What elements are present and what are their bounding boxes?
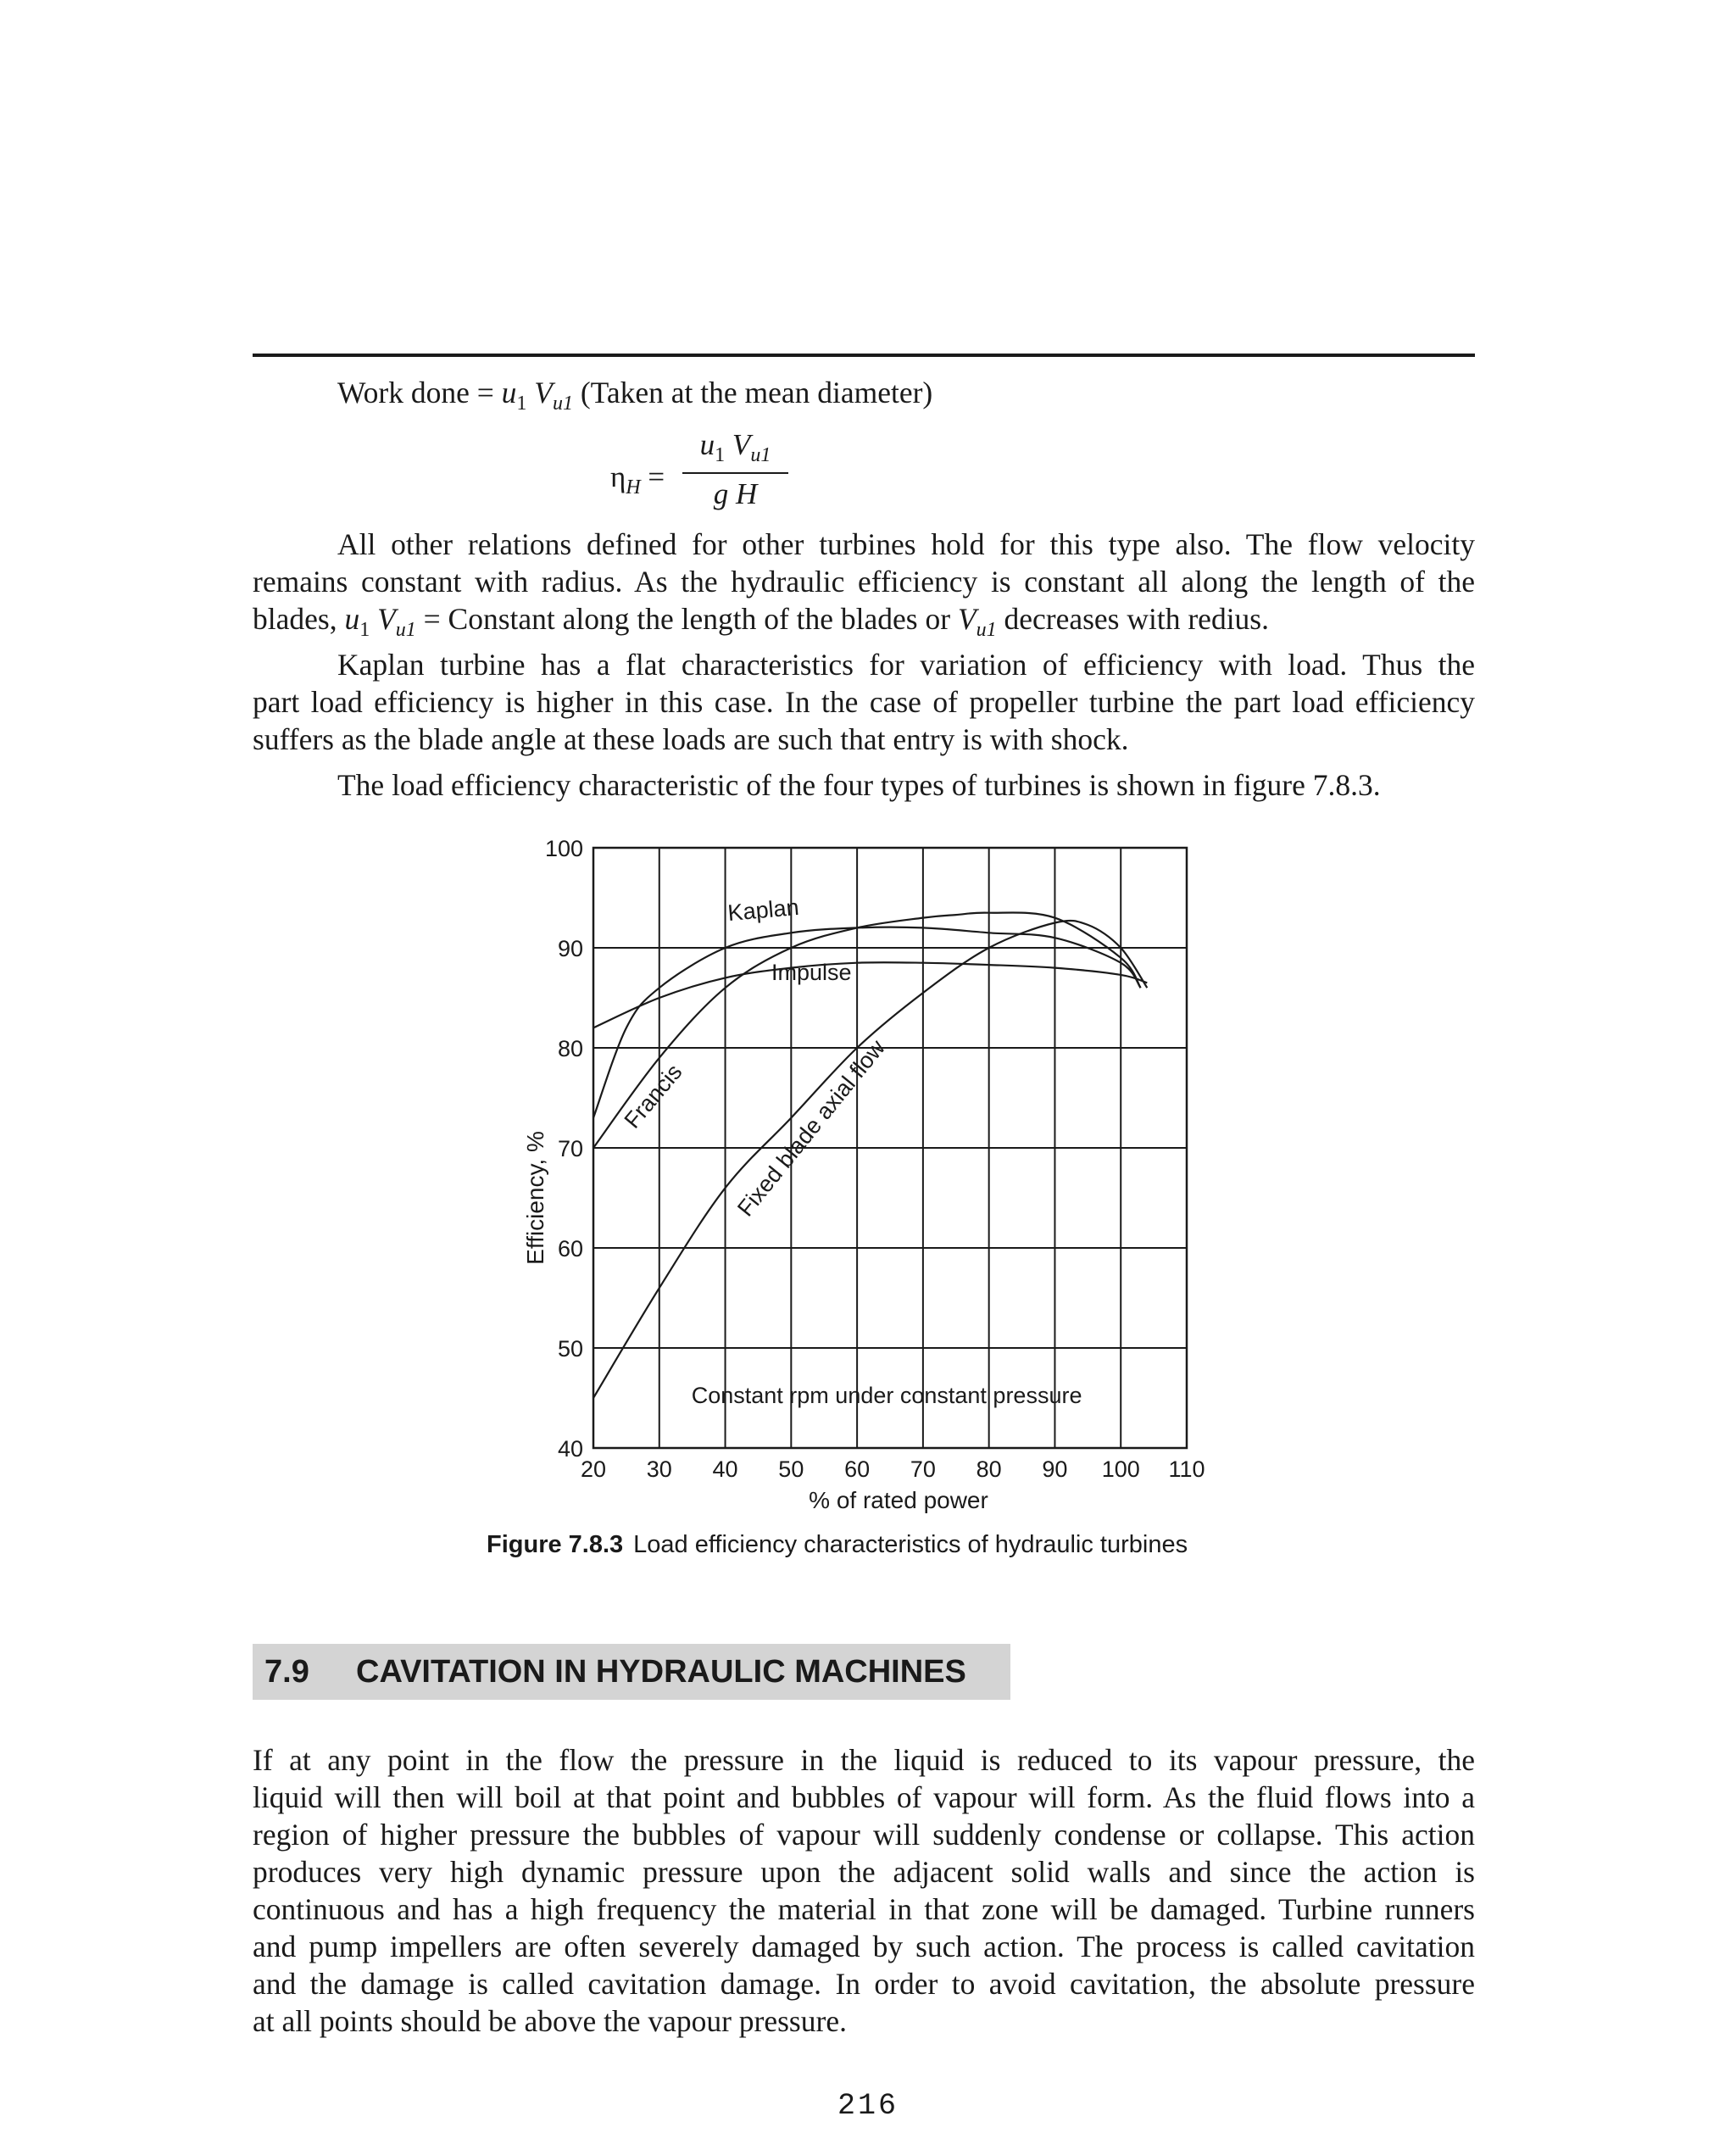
para1-line3: blades, $u_1$ $V_{u1}$ = Constant along the length of the blades or $V_{u1}$ decreases with redius. [253,602,1269,641]
para1-line1: All other relations defined for other turbines hold for this type also. The flow velocity [337,527,1475,561]
x-tick-label: 80 [976,1456,1002,1482]
para4-line8: at all points should be above the vapour pressure. [253,2004,847,2038]
y-tick-label: 90 [557,936,583,961]
x-tick-label: 30 [646,1456,672,1482]
para2-line1: Kaplan turbine has a flat characteristics for variation of efficiency with load. Thus the [337,648,1475,682]
x-tick-label: 100 [1101,1456,1140,1482]
y-tick-label: 70 [557,1136,583,1161]
para4-line5: continuous and has a high frequency the material in that zone will be damaged. Turbine runners [253,1892,1475,1926]
para4-line3: region of higher pressure the bubbles of vapour will suddenly condense or collapse. This action [253,1818,1475,1852]
y-tick-label: 80 [557,1036,583,1061]
y-axis-label: Efficiency, % [522,1131,548,1265]
x-axis-label: % of rated power [809,1487,988,1513]
y-tick-label: 50 [557,1336,583,1362]
section-number: 7.9 [264,1654,309,1690]
para4-line4: produces very high dynamic pressure upon the adjacent solid walls and since the action is [253,1855,1475,1889]
x-tick-label: 110 [1168,1456,1205,1482]
series-line-impulse [593,959,1147,1028]
x-tick-label: 70 [910,1456,936,1482]
para1-line2: remains constant with radius. As the hydraulic efficiency is constant all along the length of the [253,565,1475,599]
chart-annotation: Constant rpm under constant pressure [691,1382,1082,1408]
para2-line2: part load efficiency is higher in this case. In the case of propeller turbine the part load efficiency [253,685,1475,719]
para4-line7: and the damage is called cavitation damage. In order to avoid cavitation, the absolute pressure [253,1967,1475,2001]
series-label-impulse: Impulse [771,959,852,985]
x-tick-label: 20 [580,1456,607,1482]
y-tick-label: 60 [557,1236,583,1261]
para4-line2: liquid will then will boil at that point and bubbles of vapour will form. As the fluid flows into a [253,1780,1475,1814]
x-tick-label: 60 [844,1456,871,1482]
x-tick-label: 90 [1042,1456,1068,1482]
x-tick-label: 40 [712,1456,738,1482]
y-tick-label: 40 [557,1436,583,1462]
y-tick-label: 100 [544,836,583,861]
para4-line6: and pump impellers are often severely damaged by such action. The process is called cavitation [253,1930,1475,1963]
figure-caption: Figure 7.8.3 Load efficiency characteristics of hydraulic turbines [487,1531,1188,1558]
work-done-formula: Work done = $u_1$ $V_{u1}$ (Taken at the mean diameter) [337,376,933,415]
series-label-francis: Francis [619,1059,687,1133]
section-title: CAVITATION IN HYDRAULIC MACHINES [356,1654,966,1690]
x-tick-label: 50 [778,1456,804,1482]
para2-line3: suffers as the blade angle at these loads are such that entry is with shock. [253,722,1129,756]
page-number: 216 [837,2089,899,2123]
para4-line1: If at any point in the flow the pressure in the liquid is reduced to its vapour pressure, the [253,1743,1475,1777]
section-heading [253,1644,1010,1700]
para3-line1: The load efficiency characteristic of the four types of turbines is shown in figure 7.8.3. [337,768,1381,802]
series-label-kaplan: Kaplan [726,894,800,927]
series-label-fixed-blade-axial-flow: Fixed blade axial flow [732,1034,890,1222]
